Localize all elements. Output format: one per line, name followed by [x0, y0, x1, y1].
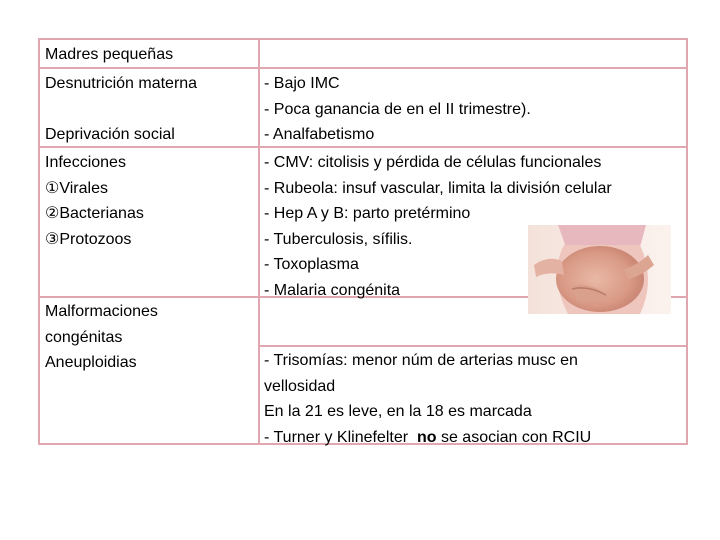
- cell-text: - Malaria congénita: [264, 281, 401, 299]
- cell-text: - Hep A y B: parto pretérmino: [264, 205, 471, 222]
- cell-text: - Rubeola: insuf vascular, limita la división celular: [264, 179, 612, 197]
- cell-text: congénitas: [45, 328, 123, 346]
- cell-text: - Bajo IMC: [264, 75, 340, 92]
- cell-text: - Tuberculosis, sífilis.: [264, 230, 413, 248]
- cell-text: Aneuploidias: [45, 354, 137, 371]
- bold-word: no: [416, 428, 437, 446]
- cell-text: - Turner y Klinefelter: [264, 428, 417, 446]
- cell-text: - Trisomías: menor núm de arterias musc en: [264, 352, 578, 369]
- table-border-top: [38, 38, 688, 40]
- cell-text: - Analfabetismo: [264, 126, 375, 143]
- cell-text: ③Protozoos: [45, 230, 132, 248]
- cell-text: ①Virales: [45, 179, 108, 197]
- row-infecciones-right: [264, 150, 684, 303]
- cell-text: Madres pequeñas: [45, 46, 174, 63]
- cell-text: se asocian con RCIU: [436, 428, 592, 446]
- row-desnutricion-left: [45, 71, 255, 148]
- cell-text: Deprivación social: [45, 126, 175, 143]
- row-madres-pequenas-left: [45, 42, 255, 68]
- cell-text: - CMV: citolisis y pérdida de células funcionales: [264, 154, 602, 171]
- cell-text: - Toxoplasma: [264, 256, 359, 273]
- row-infecciones-left: [45, 150, 255, 252]
- row-desnutricion-right: [264, 71, 684, 148]
- cell-text: vellosidad: [264, 377, 336, 395]
- table-border-left: [38, 38, 40, 445]
- cell-text: Malformaciones: [45, 303, 158, 320]
- cell-text: - Poca ganancia de en el II trimestre).: [264, 100, 531, 118]
- cell-text: Infecciones: [45, 154, 126, 171]
- cell-text: ②Bacterianas: [45, 205, 144, 222]
- cell-text: En la 21 es leve, en la 18 es marcada: [264, 403, 532, 420]
- column-divider: [258, 38, 260, 445]
- cell-text: Desnutrición materna: [45, 75, 198, 92]
- row-malformaciones-left: [45, 299, 255, 376]
- cell-text: [45, 97, 255, 123]
- row-divider-4: [258, 345, 688, 347]
- row-aneuploidias-right: [264, 348, 684, 450]
- table-border-right: [686, 38, 688, 445]
- cell-text-mixed: [264, 425, 684, 451]
